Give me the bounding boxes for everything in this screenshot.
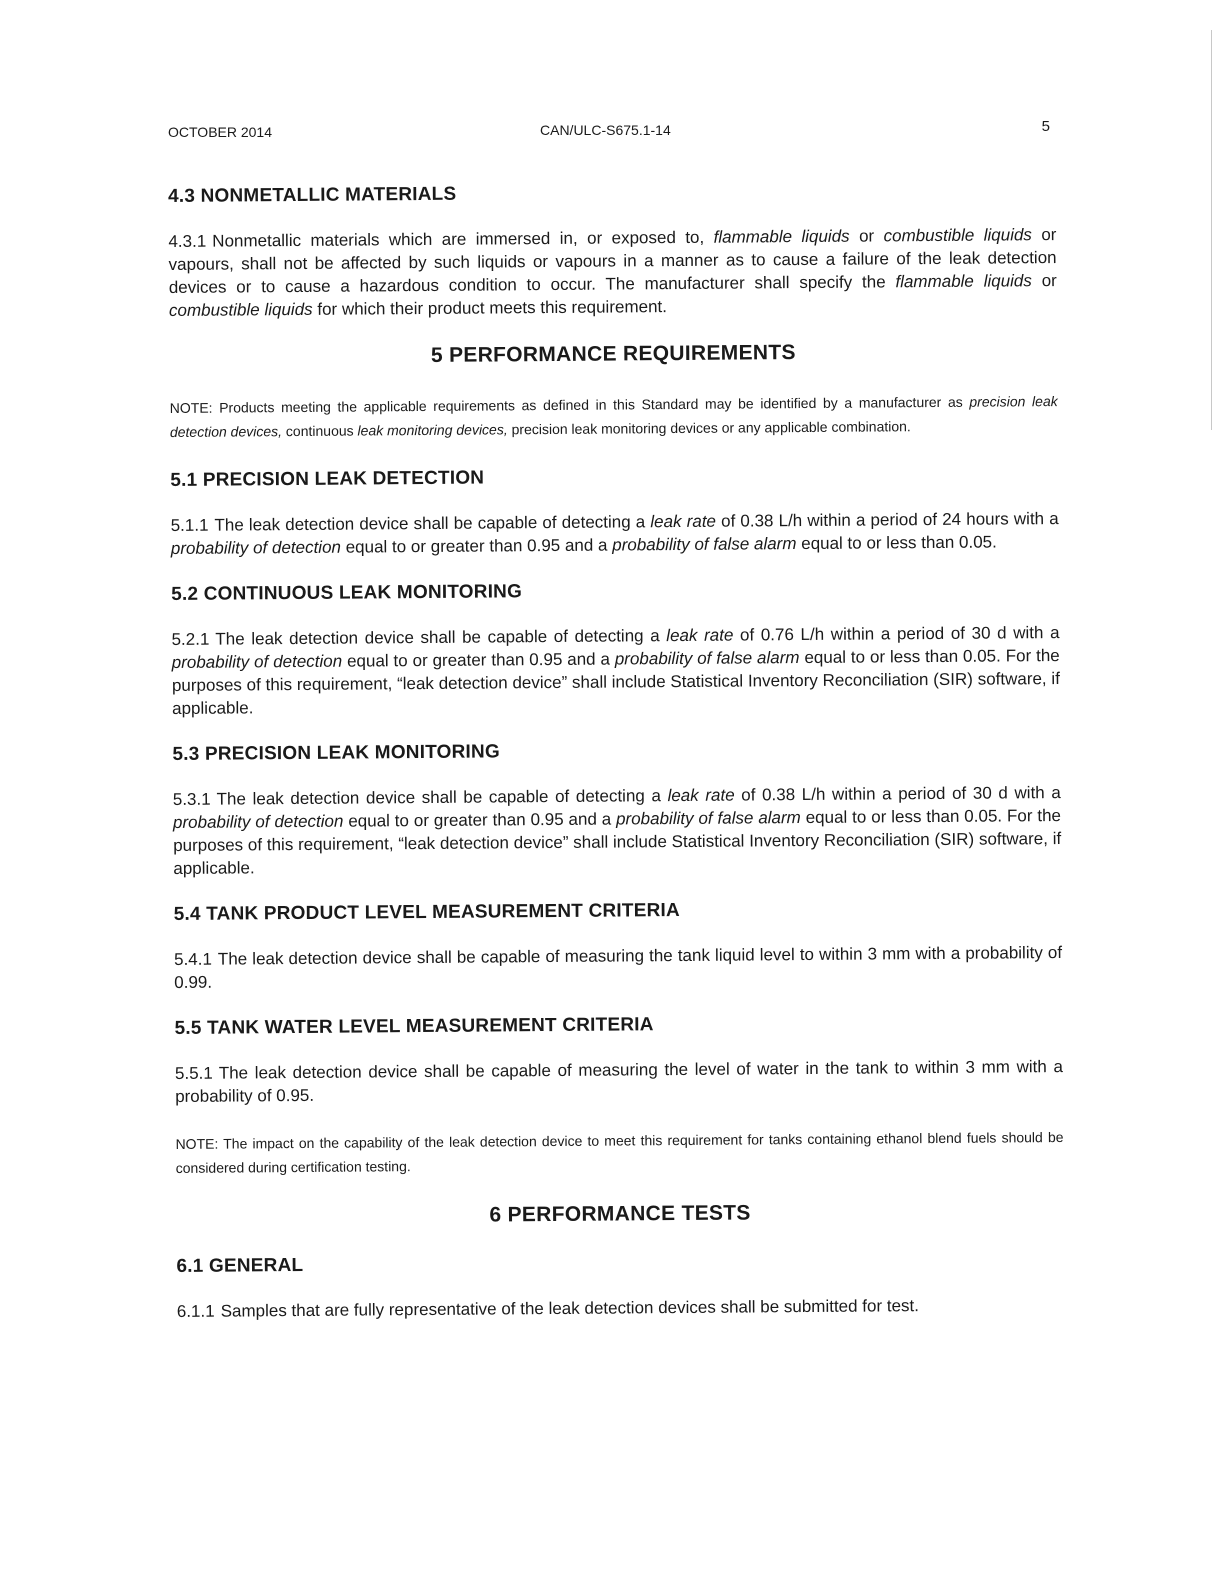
clause-text: of 0.76 L/h within a period of 30 d with a xyxy=(733,623,1060,645)
header-date: OCTOBER 2014 xyxy=(168,124,273,140)
note-text: continuous xyxy=(281,422,358,440)
clause-text: of 0.38 L/h within a period of 24 hours with a xyxy=(715,509,1059,531)
header-page-number: 5 xyxy=(1041,118,1050,135)
defined-term: precision leak detection devices, xyxy=(169,393,1058,440)
clause-5-1-1 xyxy=(171,507,1059,560)
document-body xyxy=(168,179,1065,1347)
clause-number: 5.5.1 xyxy=(174,1063,213,1083)
defined-term: probability of false alarm xyxy=(615,808,801,829)
clause-text: Nonmetallic materials which are immersed in, or exposed to, xyxy=(212,227,714,251)
defined-term: leak rate xyxy=(666,625,734,646)
section-heading-5-5: 5.5 TANK WATER LEVEL MEASUREMENT CRITERIA xyxy=(174,1014,654,1039)
clause-4-3-1 xyxy=(168,223,1057,322)
scan-edge-line xyxy=(1211,30,1212,430)
clause-number: 6.1.1 xyxy=(176,1301,215,1321)
clause-text: Samples that are fully representative of the leak detection devices shall be submitted for test. xyxy=(220,1296,920,1321)
clause-number: 5.2.1 xyxy=(171,629,210,649)
clause-text: for which their product meets this requirement. xyxy=(312,297,668,319)
clause-number: 5.3.1 xyxy=(172,789,211,809)
section-heading-5-4: 5.4 TANK PRODUCT LEVEL MEASUREMENT CRITERIA xyxy=(173,900,680,925)
defined-term: flammable liquids xyxy=(713,226,850,247)
clause-text: The leak detection device shall be capable of measuring the level of water in the tank to within 3 mm with a probability of 0.95. xyxy=(175,1056,1064,1106)
section-heading-4-3: 4.3 NONMETALLIC MATERIALS xyxy=(168,183,457,207)
defined-term: combustible liquids xyxy=(168,299,313,320)
clause-text: equal to or greater than 0.95 and a xyxy=(343,809,617,831)
section-heading-5-3: 5.3 PRECISION LEAK MONITORING xyxy=(172,741,500,765)
clause-text: equal to or greater than 0.95 and a xyxy=(342,649,615,671)
chapter-heading-5: 5 PERFORMANCE REQUIREMENTS xyxy=(430,341,796,367)
clause-5-5-1 xyxy=(175,1055,1063,1108)
clause-number: 4.3.1 xyxy=(168,231,207,251)
clause-text: equal to or greater than 0.95 and a xyxy=(340,535,613,557)
note-5 xyxy=(170,389,1058,444)
defined-term: probability of false alarm xyxy=(612,534,797,555)
defined-term: flammable liquids xyxy=(895,271,1032,292)
clause-number: 5.1.1 xyxy=(170,515,209,535)
clause-text: of 0.38 L/h within a period of 30 d with a xyxy=(734,783,1061,805)
clause-text: The leak detection device shall be capable of detecting a xyxy=(216,786,668,809)
defined-term: probability of detection xyxy=(170,537,342,558)
clause-5-2-1 xyxy=(171,621,1060,720)
clause-5-3-1 xyxy=(173,781,1062,880)
defined-term: probability of false alarm xyxy=(614,648,800,669)
defined-term: probability of detection xyxy=(172,811,344,832)
section-heading-6-1: 6.1 GENERAL xyxy=(176,1254,304,1277)
chapter-heading-6: 6 PERFORMANCE TESTS xyxy=(489,1201,751,1227)
section-heading-5-2: 5.2 CONTINUOUS LEAK MONITORING xyxy=(171,581,523,605)
header-standard-id: CAN/ULC-S675.1-14 xyxy=(540,122,671,138)
clause-text: The leak detection device shall be capable of detecting a xyxy=(215,626,667,649)
defined-term: probability of detection xyxy=(171,651,343,672)
clause-text: The leak detection device shall be capable of measuring the tank liquid level to within 3 mm with a probability of 0.99. xyxy=(174,943,1063,992)
note-5-5: NOTE: The impact on the capability of the leak detection device to meet this requirement for tanks containing ethanol blend fuels should be considered during certification testing. xyxy=(175,1128,1064,1176)
clause-text: equal to or less than 0.05. For the purposes of this requirement, “leak detection device” shall include Statistical Inventory Reconciliation (SIR) software, if applicable. xyxy=(173,806,1062,878)
page-header xyxy=(168,118,1058,142)
note-text: NOTE: Products meeting the applicable requirements as defined in this Standard may be identified by a manufacturer as xyxy=(169,393,970,416)
defined-term: leak rate xyxy=(650,511,717,532)
section-heading-5-1: 5.1 PRECISION LEAK DETECTION xyxy=(170,467,485,491)
clause-text: or xyxy=(849,226,884,246)
clause-text: or vapours, shall not be affected by such liquids or vapours in a manner as to cause a failure of the leak detection devices or to cause a hazardous condition to occur. The manufacturer shall specify the xyxy=(168,225,1057,297)
clause-text: equal to or less than 0.05. For the purposes of this requirement, “leak detection device” shall include Statistical Inventory Reconciliation (SIR) software, if applicable. xyxy=(171,646,1060,718)
clause-6-1-1 xyxy=(177,1293,1065,1323)
note-text: precision leak monitoring devices or any applicable combination. xyxy=(507,418,911,438)
clause-text: equal to or less than 0.05. xyxy=(796,532,997,554)
clause-5-4-1 xyxy=(174,941,1062,994)
defined-term: combustible liquids xyxy=(883,225,1032,246)
defined-term: leak monitoring devices, xyxy=(357,421,508,439)
defined-term: leak rate xyxy=(667,785,735,806)
clause-number: 5.4.1 xyxy=(174,949,212,969)
clause-text: The leak detection device shall be capable of detecting a xyxy=(214,512,651,535)
clause-text: or xyxy=(1031,271,1057,291)
